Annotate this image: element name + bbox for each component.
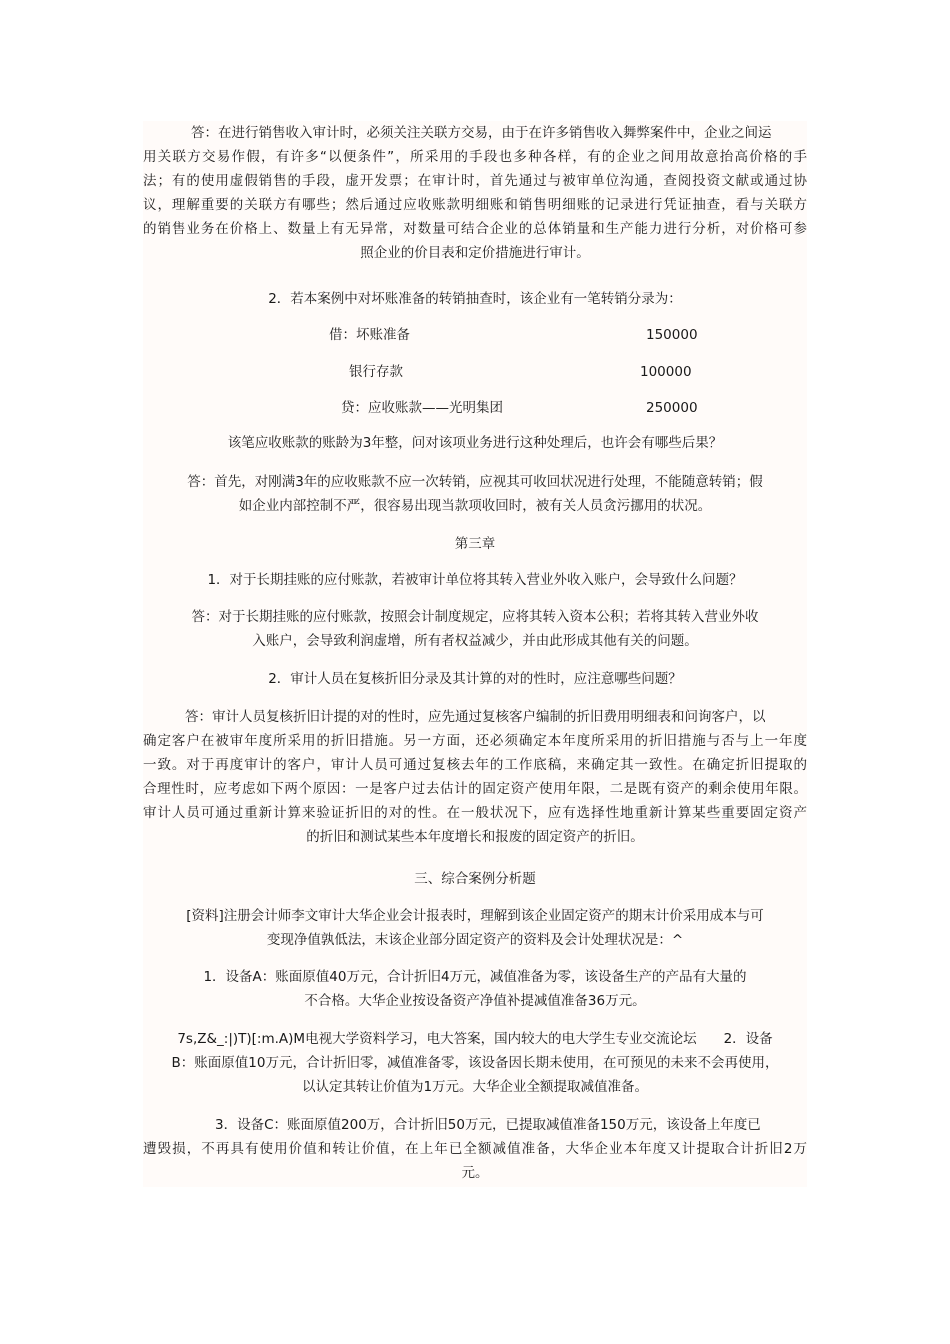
text-line: 的销售业务在价格上、数量上有无异常，对数量可结合企业的总体销量和生产能力进行分析，对价格可参	[143, 221, 807, 237]
text-line: 一致。对于再度审计的客户，审计人员可通过复核去年的工作底稿，来确定其一致性。在确定折旧提取的	[143, 757, 807, 773]
answer-2-bad-debt	[143, 470, 807, 518]
text-line: 元。	[461, 1165, 489, 1181]
text-line: 1．设备A：账面原值40万元，合计折旧4万元，减值准备为零，该设备生产的产品有大量的	[203, 969, 747, 985]
text-line: 答：审计人员复核折旧计提的对的性时，应先通过复核客户编制的折旧费用明细表和问询客户，以	[185, 709, 766, 725]
answer-sales-audit	[143, 121, 807, 265]
case-material	[143, 904, 807, 952]
text-line: 用关联方交易作假，有许多“以便条件”，所采用的手段也多种各样，有的企业之间用故意抬高价格的手	[143, 149, 807, 165]
journal-entry-bank-amount: 100000	[640, 364, 692, 380]
text-line: 遭毁损，不再具有使用价值和转让价值，在上年已全额减值准备，大华企业本年度又计提取合计折旧2万	[143, 1141, 807, 1157]
journal-entry-bank-label: 银行存款	[349, 364, 403, 380]
chapter3-question-1: 1．对于长期挂账的应付账款，若被审计单位将其转入营业外收入账户，会导致什么问题？	[207, 572, 743, 588]
text-line: 答：在进行销售收入审计时，必须关注关联方交易，由于在许多销售收入舞弊案件中，企业之间运	[191, 125, 772, 141]
text-line: 入账户，会导致利润虚增，所有者权益减少，并由此形成其他有关的问题。	[252, 633, 698, 649]
journal-entry-debit-label: 借：坏账准备	[329, 327, 410, 343]
chapter3-question-2: 2．审计人员在复核折旧分录及其计算的对的性时，应注意哪些问题？	[268, 671, 682, 687]
text-line: 7s,Z&_:|)T)[:m.A)M电视大学资料学习，电大答案，国内较大的电大学生专业交流论坛 2．设备	[177, 1031, 773, 1047]
text-line: 法；有的使用虚假销售的手段，虚开发票；在审计时，首先通过与被审单位沟通，查阅投资文献或通过协	[143, 173, 807, 189]
journal-entry-credit-amount: 250000	[646, 400, 698, 416]
text-line: 审计人员可通过重新计算来验证折旧的对的性。在一般状况下，应有选择性地重新计算某些重要固定资产	[143, 805, 807, 821]
journal-entry-credit-label: 贷：应收账款——光明集团	[341, 400, 503, 416]
text-line: 以认定其转让价值为1万元。大华企业全额提取减值准备。	[301, 1079, 649, 1095]
text-line: 3．设备C：账面原值200万，合计折旧50万元，已提取减值准备150万元，该设备上年度已	[215, 1117, 761, 1133]
text-line: 不合格。大华企业按设备资产净值补提减值准备36万元。	[304, 993, 646, 1009]
text-line: 答：首先，对刚满3年的应收账款不应一次转销，应视其可收回状况进行处理，不能随意转销；假	[187, 474, 763, 490]
case-item-3	[143, 1113, 807, 1185]
journal-entry-debit-amount: 150000	[646, 327, 698, 343]
text-line: 变现净值孰低法，末该企业部分固定资产的资料及会计处理状况是：^	[266, 932, 684, 948]
case-item-2	[143, 1027, 807, 1099]
text-line: [资料]注册会计师李文审计大华企业会计报表时，理解到该企业固定资产的期末计价采用成本与可	[186, 908, 764, 924]
text-line: 答：对于长期挂账的应付账款，按照会计制度规定，应将其转入资本公积；若将其转入营业外收	[191, 609, 759, 625]
text-line: 的折旧和测试某些本年度增长和报废的固定资产的折旧。	[306, 829, 644, 845]
case-item-1	[143, 965, 807, 1013]
chapter3-answer-2	[143, 705, 807, 849]
question-2-bad-debt: 2．若本案例中对坏账准备的转销抽查时，该企业有一笔转销分录为：	[268, 291, 682, 307]
chapter-heading: 第三章	[454, 536, 496, 552]
text-line: 确定客户在被审年度所采用的折旧措施。另一方面，还必须确定本年度所采用的折旧措施与否与上一年度	[143, 733, 807, 749]
document-page	[143, 121, 807, 1187]
chapter3-answer-1	[143, 605, 807, 653]
section-heading: 三、综合案例分析题	[414, 871, 536, 887]
text-line: 议，理解重要的关联方有哪些；然后通过应收账款明细账和销售明细账的记录进行凭证抽查，看与关联方	[143, 197, 807, 213]
text-line: 如企业内部控制不严，很容易出现当款项收回时，被有关人员贪污挪用的状况。	[238, 498, 712, 514]
text-line: 合理性时，应考虑如下两个原因：一是客户过去估计的固定资产使用年限，二是既有资产的剩余使用年限。	[143, 781, 807, 797]
text-line: 照企业的价目表和定价措施进行审计。	[360, 245, 590, 261]
text-line: B：账面原值10万元，合计折旧零，减值准备零，该设备因长期未使用，在可预见的未来不会再使用，	[171, 1055, 779, 1071]
question-2-followup: 该笔应收账款的账龄为3年整，问对该项业务进行这种处理后，也许会有哪些后果？	[227, 435, 723, 451]
